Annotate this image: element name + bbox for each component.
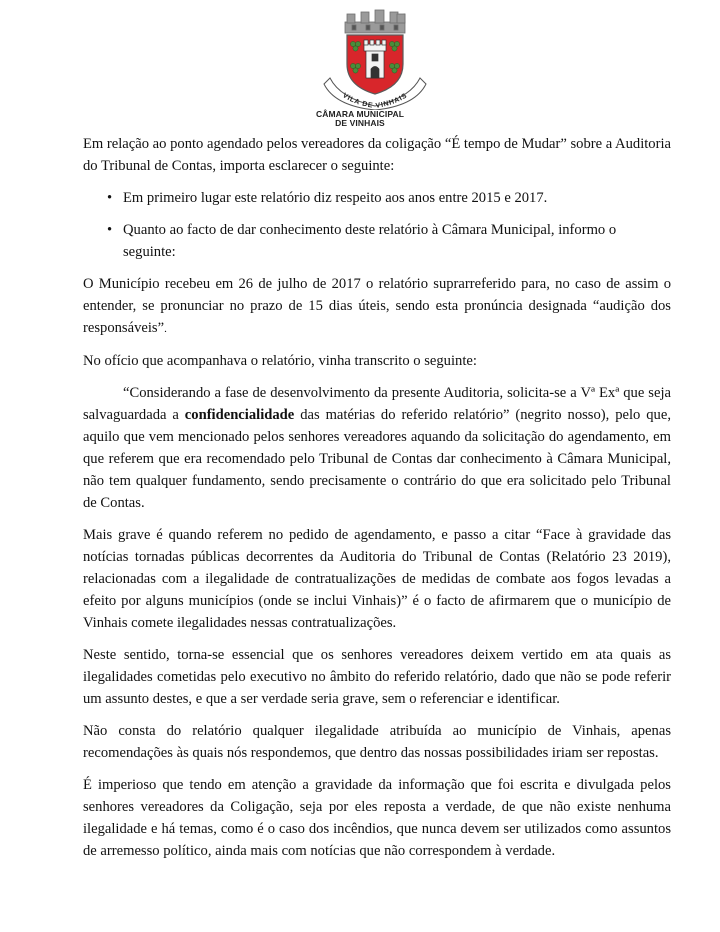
paragraph-reception	[83, 273, 671, 340]
bullet-icon: •	[107, 190, 113, 206]
quote-text-after: das matérias do referido relatório” (negrito nosso), pelo que, aquilo que vem mencionado pelos senhores vereadores aquando da solicitação do agendamento, em que referem que era recomendado pelo Tribunal de Contas dar conhecimento à Câmara Municipal, não tem qualquer fundamento, sendo precisamente o contrário do que era solicitado pelo Tribunal de Contas.	[83, 407, 671, 511]
paragraph-no-illegality: Não consta do relatório qualquer ilegalidade atribuída ao município de Vinhais, apenas recomendações às quais nós respondemos, que dentro das nossas possibilidades iriam ser repostas.	[83, 723, 671, 761]
bullet-text: Em primeiro lugar este relatório diz respeito aos anos entre 2015 e 2017.	[123, 190, 548, 206]
bullet-text: Quanto ao facto de dar conhecimento deste relatório à Câmara Municipal, informo o seguinte:	[123, 222, 617, 260]
letterhead	[0, 6, 720, 128]
paragraph-more-serious: Mais grave é quando referem no pedido de agendamento, e passo a citar “Face à gravidade das notícias tornadas públicas decorrentes da Auditoria do Tribunal de Contas (Relatório 23 2019), relacionadas com a ilegalidade de contratualizações de medidas de combate aos fogos levadas a efeito por alguns municípios (onde se inclui Vinhais)” é o facto de afirmarem que o município de Vinhais comete ilegalidades nessas contratualizações.	[83, 527, 671, 631]
paragraph-reception-end: .	[164, 323, 167, 335]
bullet-item	[83, 187, 671, 209]
organization-name-line2: DE VINHAIS	[335, 118, 385, 128]
quote-text-before: “Considerando a fase de desenvolvimento da presente Auditoria, solicita-se a Vª Exª que seja salvaguardada a	[83, 385, 671, 423]
crest-banner-text: VILA DE VINHAIS	[341, 92, 409, 110]
bullet-item	[83, 219, 671, 263]
document-body	[83, 133, 671, 872]
paragraph-reception-text: O Município recebeu em 26 de julho de 2017 o relatório suprarreferido para, no caso de assim o entender, se pronunciar no prazo de 15 dias úteis, sendo esta pronúncia designada “audição dos responsáveis”	[83, 276, 671, 336]
paragraph-in-this-sense: Neste sentido, torna-se essencial que os senhores vereadores deixem vertido em ata quais as ilegalidades cometidas pelo executivo no âmbito do referido relatório, dado que não se pode referir um assunto destes, e que a ser verdade seria grave, sem o referenciar e identificar.	[83, 647, 671, 707]
organization-name-line1: CÂMARA MUNICIPAL	[315, 109, 404, 119]
quote-bold-word: confidencialidade	[184, 407, 295, 423]
paragraph-oficio: No ofício que acompanhava o relatório, vinha transcrito o seguinte:	[83, 353, 477, 369]
mural-crown-icon	[345, 10, 405, 33]
tower-icon	[364, 40, 386, 78]
paragraph-conclusion: É imperioso que tendo em atenção a gravidade da informação que foi escrita e divulgada pelos senhores vereadores da Coligação, seja por eles reposta a verdade, de que não existe nenhuma ilegalidade e há temas, como é o caso dos incêndios, que nunca devem ser utilizados como assuntos de arremesso político, ainda mais com notícias que não correspondem à verdade.	[83, 777, 671, 859]
svg-text:VILA DE VINHAIS	[341, 92, 409, 110]
municipal-crest-logo	[320, 6, 440, 110]
paragraph-quote	[83, 382, 671, 514]
paragraph-intro: Em relação ao ponto agendado pelos vereadores da coligação “É tempo de Mudar” sobre a Auditoria do Tribunal de Contas, importa esclarecer o seguinte:	[83, 136, 671, 174]
bullet-icon: •	[107, 222, 113, 238]
